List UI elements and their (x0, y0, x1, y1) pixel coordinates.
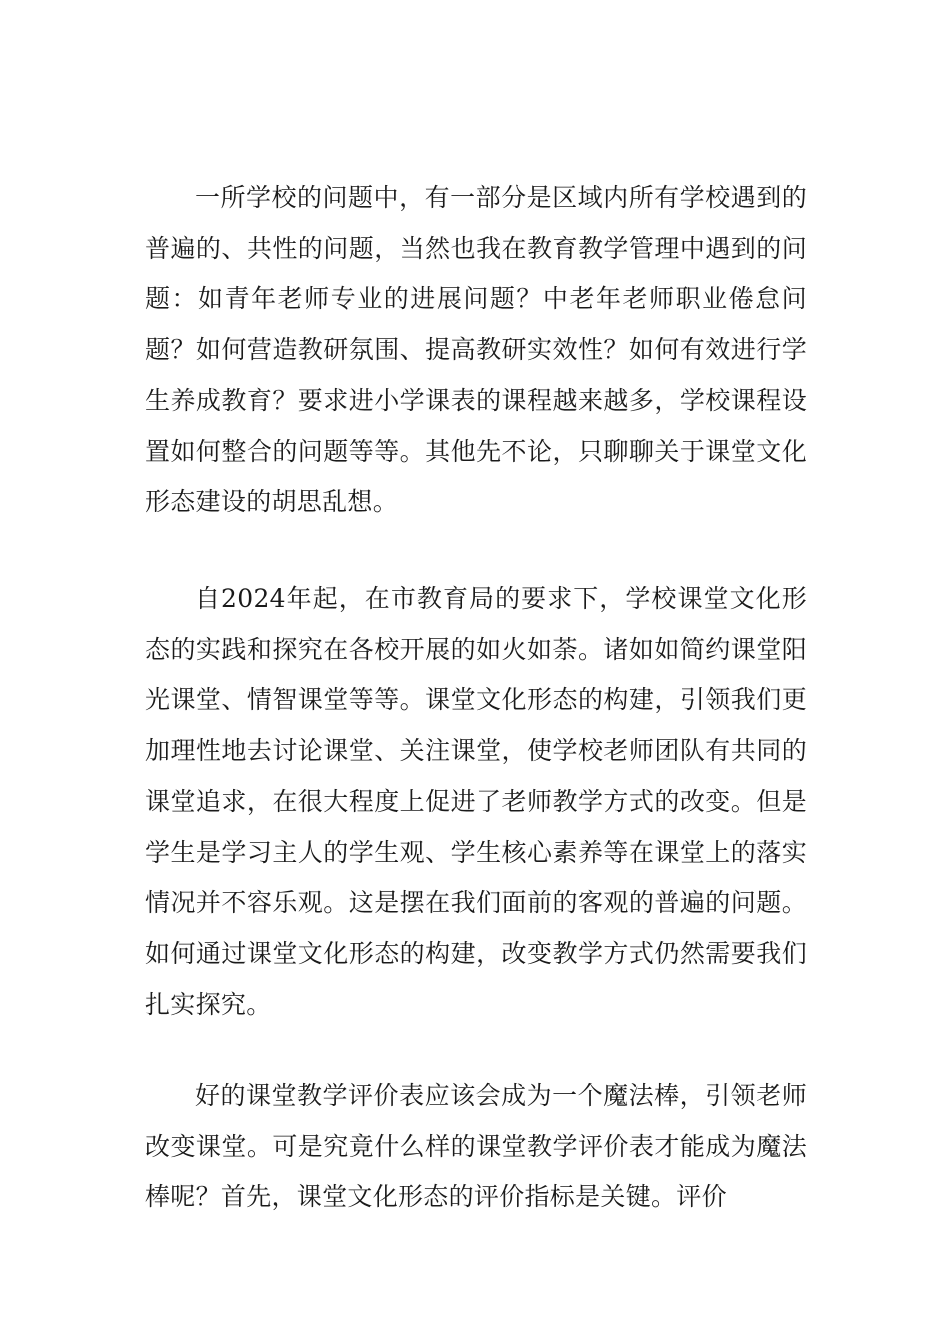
paragraph-text: 自2024年起，在市教育局的要求下，学校课堂文化形态的实践和探究在各校开展的如火如荼。诸如如简约课堂阳光课堂、情智课堂等等。课堂文化形态的构建，引领我们更加理性地去讨论课堂、关注课堂，使学校老师团队有共同的课堂追求，在很大程度上促进了老师教学方式的改变。但是学生是学习主人的学生观、学生核心素养等在课堂上的落实情况并不容乐观。这是摆在我们面前的客观的普遍的问题。如何通过课堂文化形态的构建，改变教学方式仍然需要我们扎实探究。 (145, 584, 807, 1019)
paragraph-1 (145, 173, 807, 528)
paragraph-2 (145, 574, 807, 1030)
paragraph-3 (145, 1071, 807, 1223)
paragraph-text: 好的课堂教学评价表应该会成为一个魔法棒，引领老师改变课堂。可是究竟什么样的课堂教学评价表才能成为魔法棒呢？首先，课堂文化形态的评价指标是关键。评价 (145, 1081, 807, 1212)
paragraph-text: 一所学校的问题中，有一部分是区域内所有学校遇到的普遍的、共性的问题，当然也我在教育教学管理中遇到的问题：如青年老师专业的进展问题？中老年老师职业倦怠问题？如何营造教研氛围、提高教研实效性？如何有效进行学生养成教育？要求进小学课表的课程越来越多，学校课程设置如何整合的问题等等。其他先不论，只聊聊关于课堂文化形态建设的胡思乱想。 (145, 183, 807, 517)
